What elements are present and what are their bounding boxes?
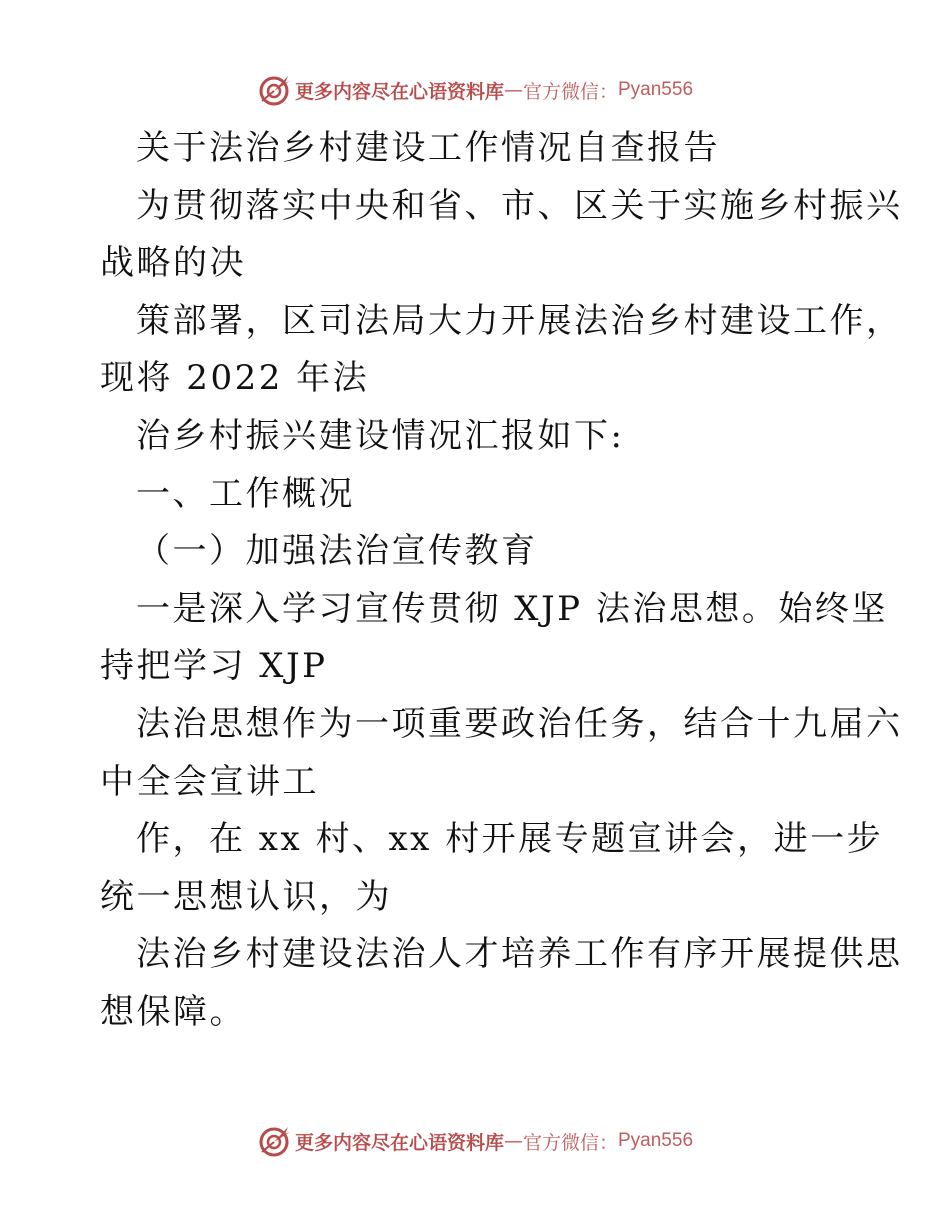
banner-inner	[257, 73, 693, 107]
banner-wechat-label: 官方微信：	[522, 80, 618, 103]
header-banner	[0, 70, 950, 110]
banner-text: 更多内容尽在心语资料库	[294, 80, 504, 103]
banner-text: 更多内容尽在心语资料库	[294, 1131, 504, 1154]
banner-separator: —	[503, 79, 523, 101]
paragraph-line: 为贯彻落实中央和省、市、区关于实施乡村振兴	[136, 185, 903, 226]
paragraph-line: 统一思想认识，为	[100, 876, 392, 917]
banner-inner	[257, 1124, 693, 1158]
paragraph-line: 战略的决	[100, 243, 246, 284]
paragraph-line: 持把学习 XJP	[100, 646, 328, 687]
paragraph-line: 法治乡村建设法治人才培养工作有序开展提供思	[136, 934, 903, 975]
document-title: 关于法治乡村建设工作情况自查报告	[136, 128, 720, 168]
paragraph-line: 中全会宣讲工	[100, 761, 319, 802]
subsection-heading: （一）加强法治宣传教育	[136, 531, 538, 572]
footer-banner	[0, 1121, 950, 1161]
paragraph-line: 治乡村振兴建设情况汇报如下:	[136, 415, 625, 456]
banner-wechat-id: Pyan556	[618, 1130, 694, 1151]
paragraph-line: 策部署，区司法局大力开展法治乡村建设工作，	[136, 300, 903, 341]
quill-logo-icon	[257, 1124, 291, 1158]
paragraph-line: 法治思想作为一项重要政治任务，结合十九届六	[136, 703, 903, 744]
paragraph-line: 一是深入学习宣传贯彻 XJP 法治思想。始终坚	[136, 588, 888, 629]
banner-separator: —	[503, 1130, 523, 1152]
document-body	[100, 120, 903, 1042]
quill-logo-icon	[257, 73, 291, 107]
banner-wechat-label: 官方微信：	[522, 1131, 618, 1154]
paragraph-line: 作，在 xx 村、xx 村开展专题宣讲会，进一步	[136, 819, 884, 860]
paragraph-line: 想保障。	[100, 991, 246, 1032]
paragraph-line: 现将 2022 年法	[100, 358, 370, 399]
section-heading: 一、工作概况	[136, 473, 355, 514]
banner-wechat-id: Pyan556	[618, 79, 694, 100]
